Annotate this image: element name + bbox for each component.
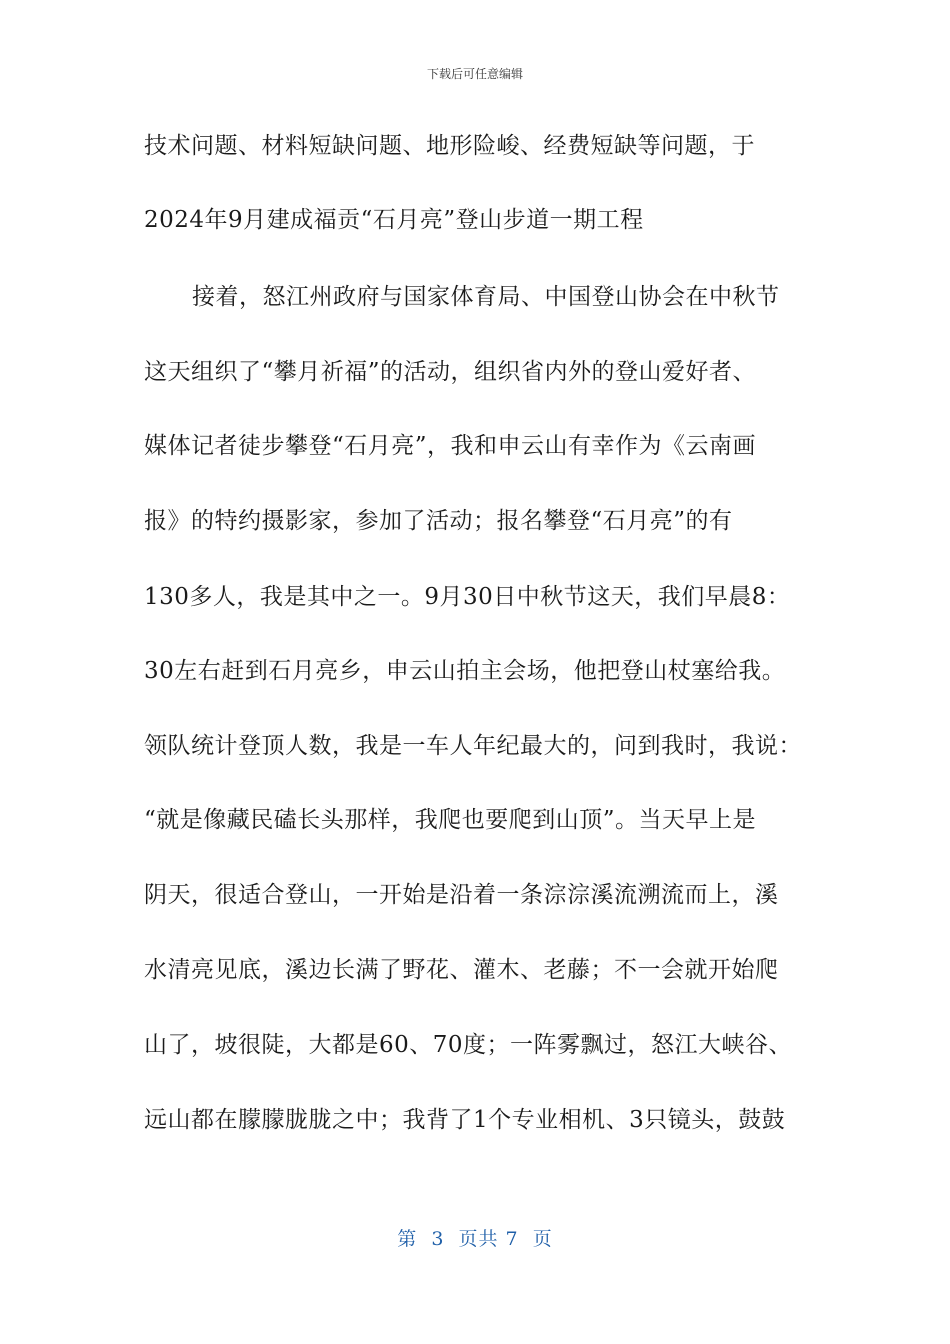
body-line: 山了，坡很陡，大都是60、70度；一阵雾飘过，怒江大峡谷、 <box>144 1032 793 1058</box>
body-line: 这天组织了“攀月祈福”的活动，组织省内外的登山爱好者、 <box>144 359 757 385</box>
body-line: 技术问题、材料短缺问题、地形险峻、经费短缺等问题，于 <box>144 133 755 159</box>
page-header-note: 下载后可任意编辑 <box>426 67 523 81</box>
body-line-paragraph-start: 接着，怒江州政府与国家体育局、中国登山协会在中秋节 <box>192 284 780 310</box>
body-line: 报》的特约摄影家，参加了活动；报名攀登“石月亮”的有 <box>144 508 733 534</box>
body-line: 130多人，我是其中之一。9月30日中秋节这天，我们早晨8： <box>144 584 791 610</box>
body-line: 水清亮见底，溪边长满了野花、灌木、老藤；不一会就开始爬 <box>144 957 779 983</box>
body-line: 2024年9月建成福贡“石月亮”登山步道一期工程 <box>144 207 644 233</box>
body-line: 阴天，很适合登山，一开始是沿着一条淙淙溪流溯流而上，溪 <box>144 882 779 908</box>
body-line: 远山都在朦朦胧胧之中；我背了1个专业相机、3只镜头，鼓鼓 <box>144 1107 786 1133</box>
page-number: 第 3 页共 7 页 <box>397 1228 553 1250</box>
body-line: 媒体记者徒步攀登“石月亮”，我和申云山有幸作为《云南画 <box>144 433 757 459</box>
body-line: 领队统计登顶人数，我是一车人年纪最大的，问到我时，我说： <box>144 733 802 759</box>
body-line: “就是像藏民磕长头那样，我爬也要爬到山顶”。当天早上是 <box>144 807 757 833</box>
body-line: 30左右赶到石月亮乡，申云山拍主会场，他把登山杖塞给我。 <box>144 658 786 684</box>
